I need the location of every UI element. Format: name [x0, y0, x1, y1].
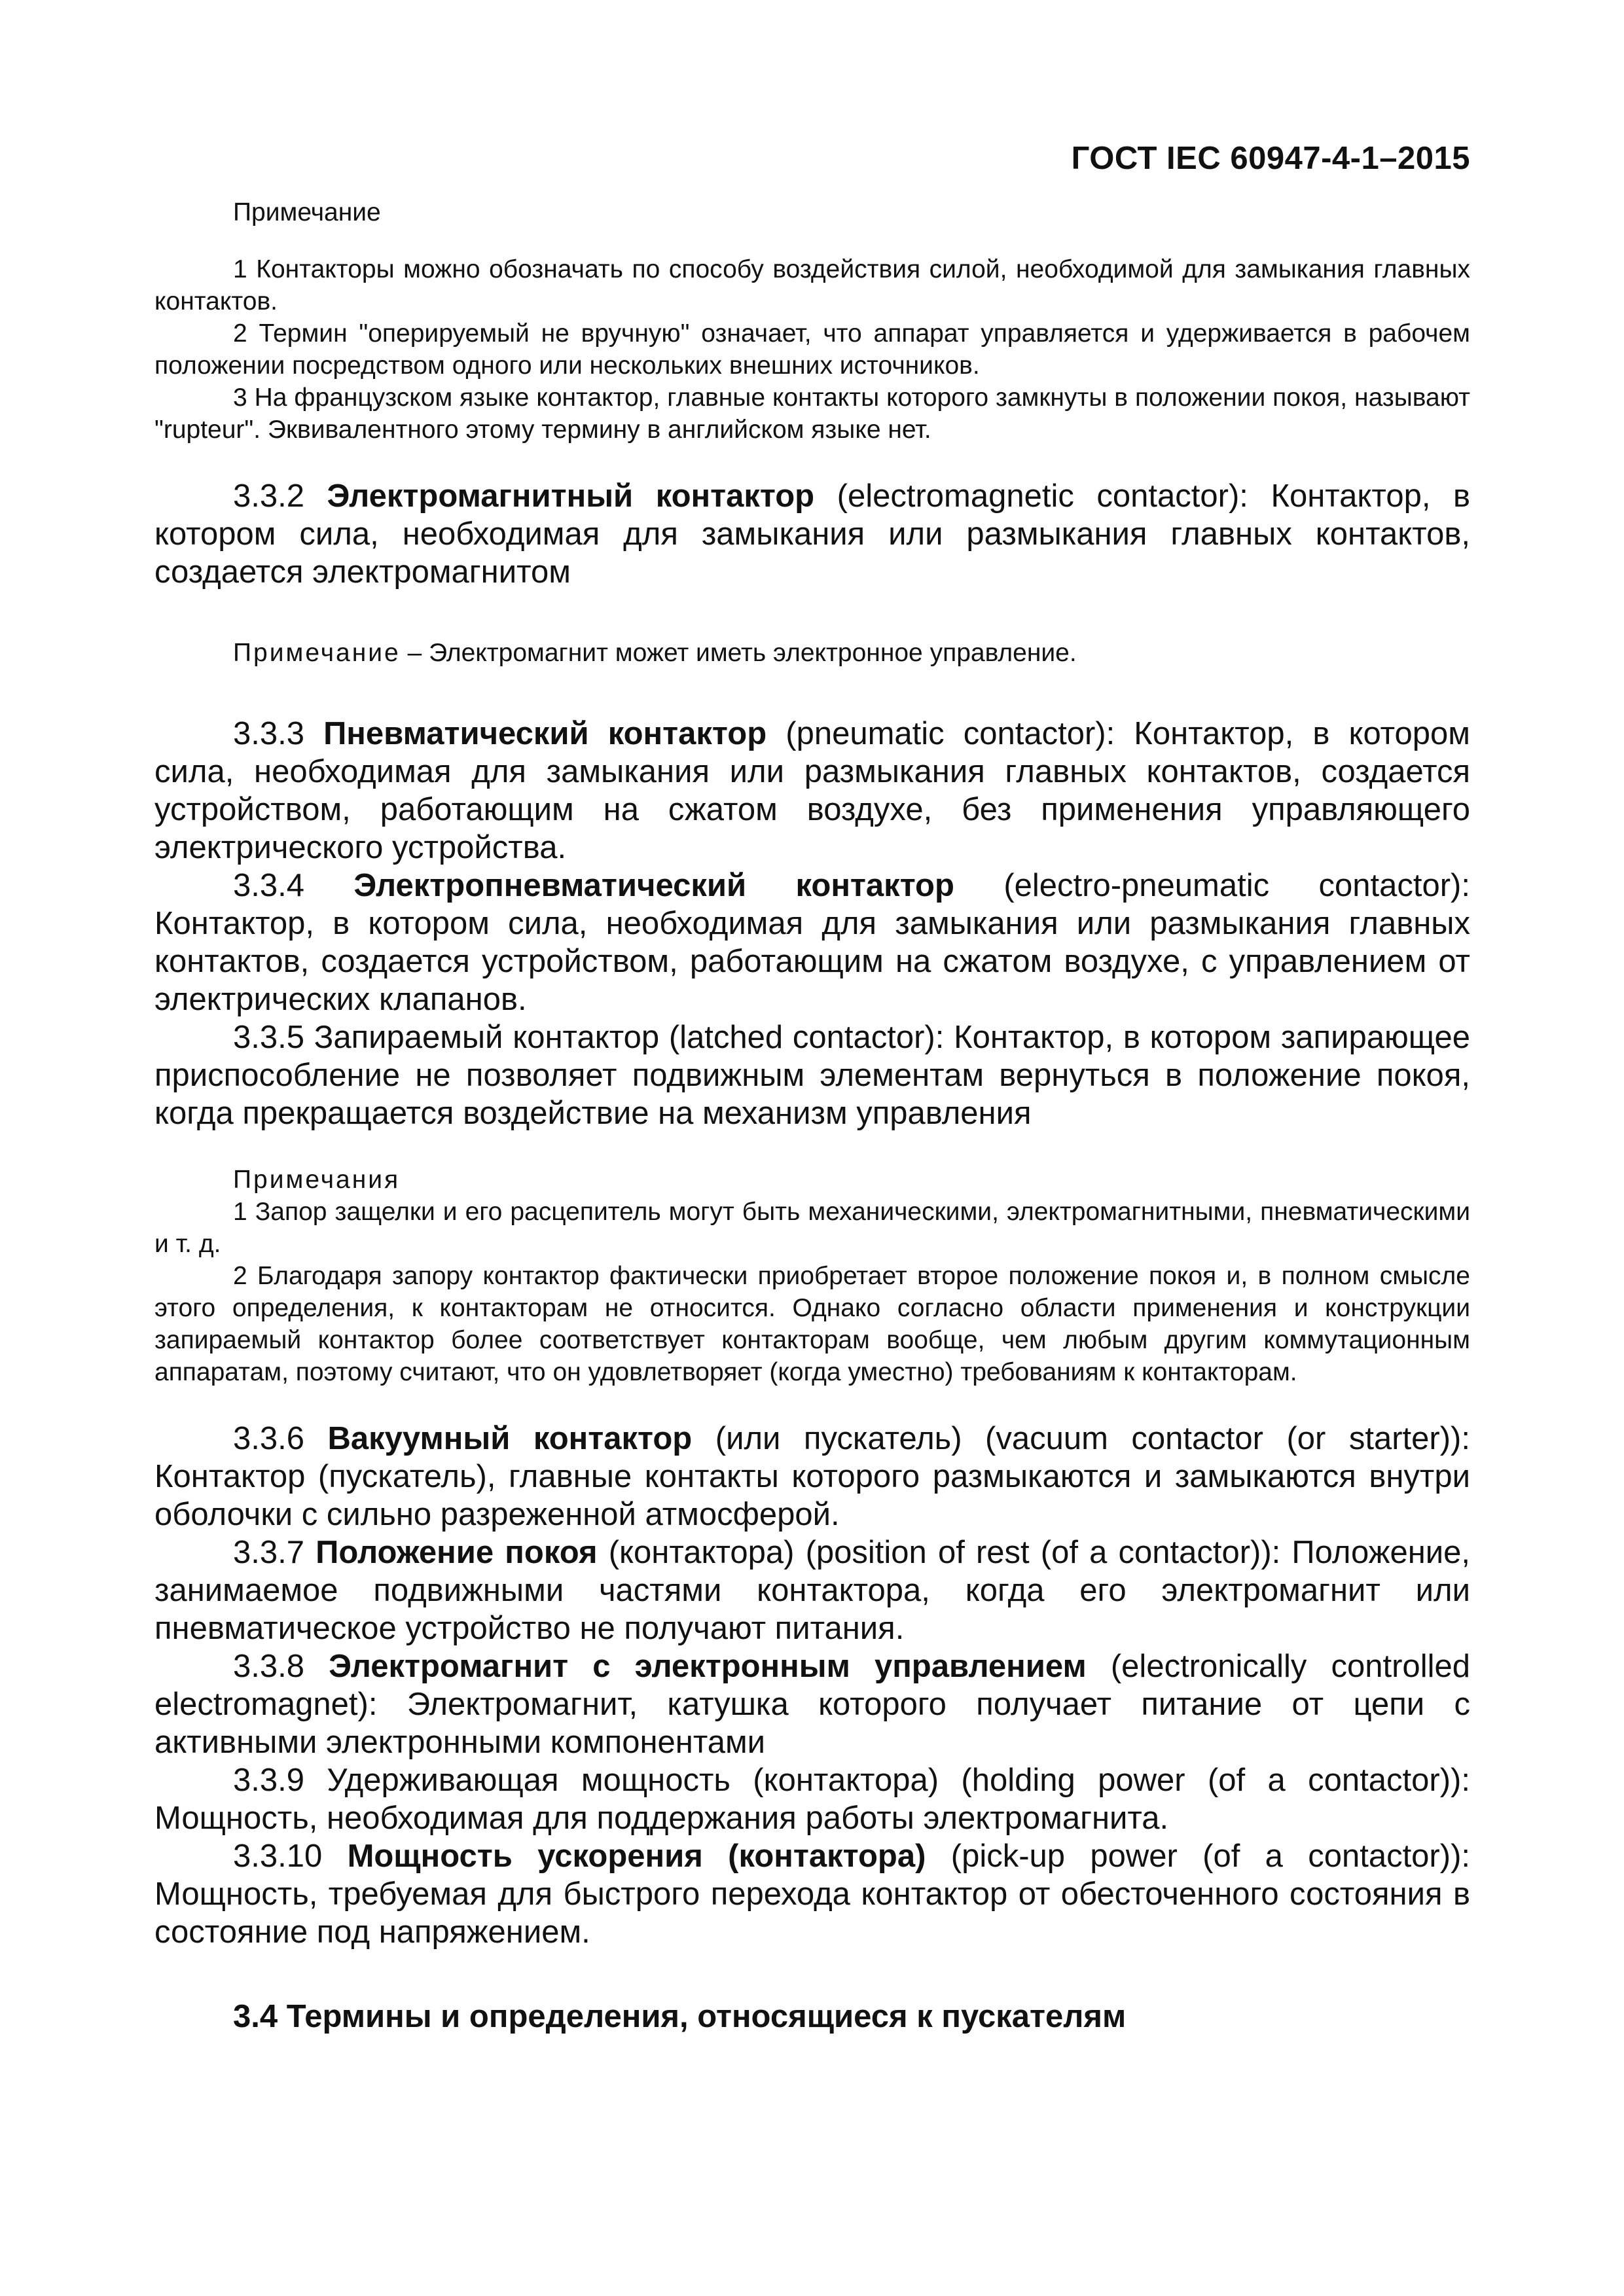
term-number: 3.3.3 — [233, 716, 304, 751]
term-number: 3.3.8 — [233, 1649, 304, 1684]
term-number: 3.3.9 — [233, 1763, 304, 1798]
term-title: Электропневматический контактор — [353, 868, 954, 903]
section-heading-3-4: 3.4 Термины и определения, относящиеся к пускателям — [233, 1999, 1127, 2034]
term-3-3-2 — [154, 477, 1470, 591]
note-item-2: 2 Благодаря запору контактор фактически приобретает второе положение покоя и, в полном смысле этого определения, к контакторам не относится. Однако согласно области применения и конструкции запираемый контактор более соответствует контакторам вообще, чем любым другим коммутационным аппаратам, поэтому считают, что он удовлетворяет (когда уместно) требованиям к контакторам. — [154, 1262, 1470, 1386]
note-item-2: 2 Термин "оперируемый не вручную" означает, что аппарат управляется и удерживается в рабочем положении посредством одного или нескольких внешних источников. — [154, 319, 1470, 380]
term-definition: (или пускатель) (vacuum contactor (or starter)): Контактор (пускатель), главные контакты которого размыкаются и замыкаются внутри оболочки с сильно разреженной атмосферой. — [154, 1421, 1470, 1532]
term-title: Электромагнитный контактор — [327, 478, 815, 514]
term-number: 3.3.5 — [233, 1020, 304, 1055]
note-3-3-2 — [154, 637, 1470, 669]
note-item-1: 1 Запор защелки и его расцепитель могут быть механическими, электромагнитными, пневматическими и т. д. — [154, 1198, 1470, 1258]
term-number: 3.3.6 — [233, 1421, 304, 1456]
term-3-3-8 — [154, 1647, 1470, 1761]
term-text: Запираемый контактор (latched contactor): Контактор, в котором запирающее приспособление не позволяет подвижным элементам вернуться в положение покоя, когда прекращается воздействие на механизм управления — [154, 1020, 1470, 1131]
term-definition: (electro-pneumatic contactor): Контактор, в котором сила, необходимая для замыкания или размыкания главных контактов, создается устройством, работающим на сжатом воздухе, с управлением от электрических клапанов. — [154, 868, 1470, 1017]
term-definition: (electronically controlled electromagnet): Электромагнит, катушка которого получает питание от цепи с активными электронными компонентами — [154, 1649, 1470, 1760]
note-text: – Электромагнит может иметь электронное управление. — [407, 639, 1077, 667]
notes-title — [154, 1164, 1470, 1196]
term-3-3-7 — [154, 1534, 1470, 1647]
note-title: Примечание — [233, 198, 381, 226]
term-title: Мощность ускорения (контактора) — [347, 1839, 926, 1874]
term-number: 3.3.4 — [233, 868, 304, 903]
page-content — [154, 196, 1470, 2036]
term-definition: (pick-up power (of a contactor)): Мощность, требуемая для быстрого перехода контактор от обесточенного состояния в состояние под напряжением. — [154, 1839, 1470, 1950]
term-definition: (контактора) (position of rest (of a contactor)): Положение, занимаемое подвижными частями контактора, когда его электромагнит или пневматическое устройство не получают питания. — [154, 1535, 1470, 1646]
term-number: 3.3.7 — [233, 1535, 304, 1570]
term-3-3-5 — [154, 1018, 1470, 1132]
term-3-3-3 — [154, 715, 1470, 867]
note-item-1: 1 Контакторы можно обозначать по способу воздействия силой, необходимой для замыкания главных контактов. — [154, 255, 1470, 315]
term-text: Удерживающая мощность (контактора) (holding power (of a contactor)): Мощность, необходимая для поддержания работы электромагнита. — [154, 1763, 1470, 1836]
term-title: Вакуумный контактор — [327, 1421, 693, 1456]
note-item-3: 3 На французском языке контактор, главные контакты которого замкнуты в положении покоя, называют "rupteur". Эквивалентного этому термину в английском языке нет. — [154, 384, 1470, 444]
term-title: Положение покоя — [316, 1535, 598, 1570]
term-definition: (electromagnetic contactor): Контактор, в котором сила, необходимая для замыкания или размыкания главных контактов, создается электромагнитом — [154, 478, 1470, 590]
standard-id-header: ГОСТ IEC 60947-4-1–2015 — [1071, 141, 1470, 176]
term-definition: (pneumatic contactor): Контактор, в котором сила, необходимая для замыкания или размыкания главных контактов, создается устройством, работающим на сжатом воздухе, без применения управляющего электрического устройства. — [154, 716, 1470, 865]
term-3-3-9 — [154, 1761, 1470, 1837]
term-3-3-4 — [154, 867, 1470, 1018]
notes-label: Примечания — [233, 1166, 401, 1194]
term-title: Электромагнит с электронным управлением — [329, 1649, 1087, 1684]
term-number: 3.3.2 — [233, 478, 304, 514]
term-title: Пневматический контактор — [323, 716, 767, 751]
note-label: Примечание — [233, 639, 401, 667]
term-3-3-6 — [154, 1420, 1470, 1534]
term-number: 3.3.10 — [233, 1839, 323, 1874]
term-3-3-10 — [154, 1837, 1470, 1951]
